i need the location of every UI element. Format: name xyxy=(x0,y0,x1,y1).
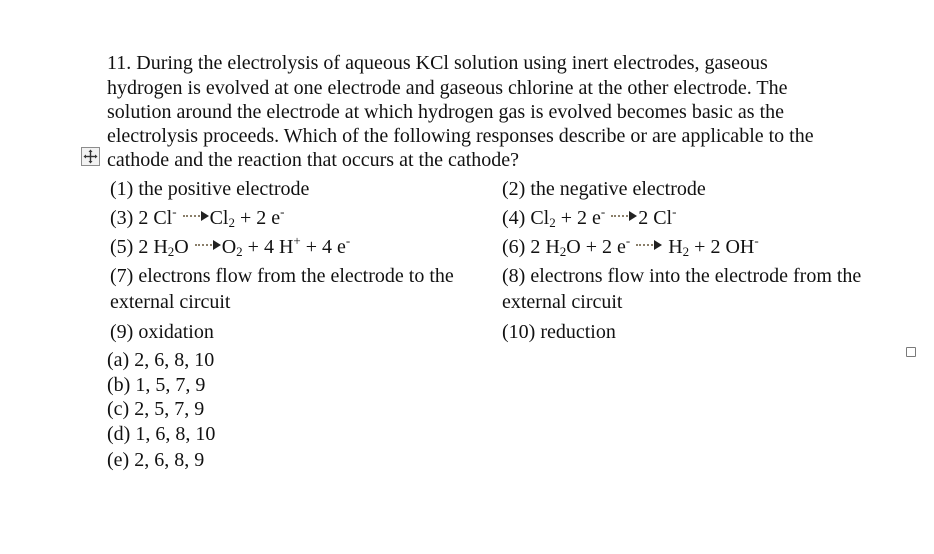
subscript: 2 xyxy=(549,215,556,230)
option-6-part: + 2 OH xyxy=(689,236,755,258)
option-5-part: O xyxy=(174,236,189,258)
answer-choice-c: (c) 2, 5, 7, 9 xyxy=(107,398,205,420)
option-2: (2) the negative electrode xyxy=(502,178,706,200)
answer-choice-e: (e) 2, 6, 8, 9 xyxy=(107,449,205,471)
option-4-part: 2 Cl xyxy=(638,207,673,229)
question-line-2: hydrogen is evolved at one electrode and gaseous chlorine at the other electrode. The xyxy=(107,77,788,99)
resize-handle-icon[interactable] xyxy=(906,347,916,357)
superscript: + xyxy=(293,233,301,248)
superscript: - xyxy=(672,204,677,219)
superscript: - xyxy=(625,233,631,248)
option-5-part: O xyxy=(221,236,237,258)
option-4 xyxy=(502,206,676,230)
option-6 xyxy=(502,235,759,259)
reaction-arrow-icon xyxy=(183,210,209,222)
superscript: - xyxy=(600,204,606,219)
superscript: - xyxy=(172,204,177,219)
option-7-line-1: (7) electrons flow from the electrode to the xyxy=(110,265,454,287)
option-6-part: H xyxy=(663,236,683,258)
answer-choice-d: (d) 1, 6, 8, 10 xyxy=(107,423,216,445)
option-3-part: + 2 e xyxy=(234,207,281,229)
option-3-part: (3) 2 Cl xyxy=(110,207,173,229)
option-3-part: Cl xyxy=(209,207,229,229)
subscript: 2 xyxy=(559,244,567,259)
option-5 xyxy=(110,235,350,259)
option-5-part: (5) 2 H xyxy=(110,236,168,258)
subscript: 2 xyxy=(228,215,235,230)
superscript: - xyxy=(754,233,759,248)
question-line-3: solution around the electrode at which hydrogen gas is evolved becomes basic as the xyxy=(107,101,785,123)
answer-choice-b: (b) 1, 5, 7, 9 xyxy=(107,374,206,396)
subscript: 2 xyxy=(167,244,175,259)
question-line-4: electrolysis proceeds. Which of the following responses describe or are applicable to the xyxy=(107,125,814,147)
option-10: (10) reduction xyxy=(502,321,616,343)
option-3 xyxy=(110,206,284,230)
subscript: 2 xyxy=(682,244,690,259)
option-6-part: (6) 2 H xyxy=(502,236,560,258)
option-1: (1) the positive electrode xyxy=(110,178,310,200)
option-7-line-2: external circuit xyxy=(110,291,231,313)
move-icon xyxy=(83,149,98,164)
question-line-5: cathode and the reaction that occurs at the cathode? xyxy=(107,149,520,171)
option-6-part: O + 2 e xyxy=(566,236,626,258)
option-4-part: (4) Cl xyxy=(502,207,550,229)
option-8-line-2: external circuit xyxy=(502,291,623,313)
reaction-arrow-icon xyxy=(611,210,637,222)
option-8-line-1: (8) electrons flow into the electrode from the xyxy=(502,265,862,287)
question-line-1: 11. During the electrolysis of aqueous KCl solution using inert electrodes, gaseous xyxy=(107,52,768,74)
option-5-part: + 4 H xyxy=(242,236,294,258)
option-5-part: + 4 e xyxy=(300,236,346,258)
table-move-handle[interactable] xyxy=(81,147,100,166)
superscript: - xyxy=(345,233,351,248)
superscript: - xyxy=(280,204,285,219)
subscript: 2 xyxy=(236,244,243,259)
option-4-part: + 2 e xyxy=(555,207,601,229)
reaction-arrow-icon xyxy=(636,239,662,251)
reaction-arrow-icon xyxy=(195,239,221,251)
answer-choice-a: (a) 2, 6, 8, 10 xyxy=(107,349,215,371)
option-9: (9) oxidation xyxy=(110,321,214,343)
